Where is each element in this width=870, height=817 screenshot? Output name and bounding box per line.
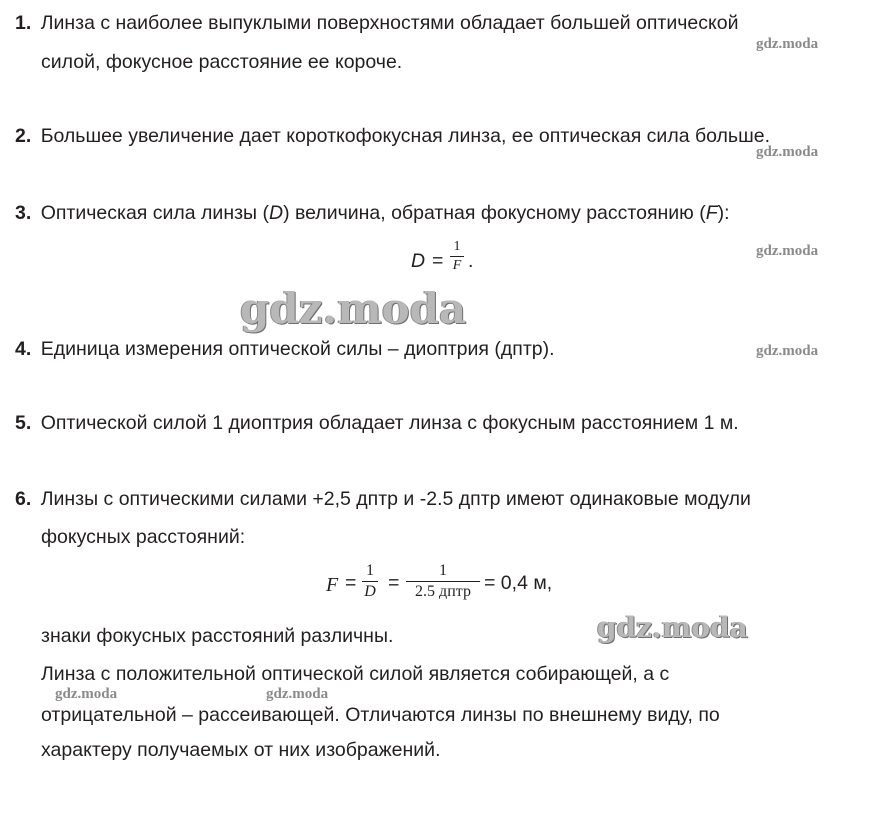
watermark: gdz.moda [756, 343, 819, 359]
fraction-bar [362, 581, 378, 582]
watermark-large: gdz.moda [597, 611, 748, 644]
item-number: 6. [15, 488, 32, 510]
item-3 [15, 204, 730, 224]
item-number: 5. [15, 412, 32, 434]
formula-result: = 0,4 м, [484, 572, 553, 594]
item-6-line-3: знаки фокусных расстояний различны. [41, 625, 394, 647]
watermark: gdz.moda [756, 144, 819, 160]
text-part: ): [717, 202, 730, 224]
denominator: F [452, 258, 462, 273]
text-part: Оптическая сила линзы ( [40, 202, 269, 224]
item-6-line-5: отрицательной – рассеивающей. Отличаются линзы по внешнему виду, по [41, 704, 720, 726]
formula-equals: = [432, 250, 444, 272]
fraction-bar [450, 256, 464, 257]
numerator: 1 [366, 562, 374, 579]
item-2 [15, 127, 770, 147]
formula-fraction [450, 240, 464, 273]
item-6-line-2: фокусных расстояний: [41, 526, 246, 548]
item-text [41, 202, 730, 224]
item-text: Большее увеличение дает короткофокусная линза, ее оптическая сила больше. [40, 125, 770, 147]
formula-fraction-2 [406, 563, 480, 600]
item-4 [15, 340, 555, 360]
item-1-line-2: силой, фокусное расстояние ее короче. [41, 51, 403, 73]
item-6 [15, 490, 751, 510]
item-text: Оптической силой 1 диоптрия обладает линза с фокусным расстоянием 1 м. [40, 412, 739, 434]
formula-equals-2: = [388, 572, 400, 594]
watermark: gdz.moda [266, 686, 329, 702]
denominator: D [364, 583, 376, 600]
formula-fraction-1 [362, 563, 378, 600]
watermark-large: gdz.moda [240, 284, 467, 333]
item-number: 3. [15, 202, 32, 224]
item-text: Единица измерения оптической силы – диоптрия (дптр). [40, 338, 555, 360]
item-number: 2. [15, 125, 32, 147]
formula-lhs: F [326, 574, 339, 596]
denominator: 2.5 дптр [415, 583, 471, 600]
watermark: gdz.moda [756, 36, 819, 52]
fraction-bar [406, 581, 480, 582]
formula-lhs: D [411, 250, 426, 272]
symbol-d: D [268, 202, 284, 224]
item-1 [15, 14, 739, 34]
watermark: gdz.moda [55, 686, 118, 702]
formula-equals-1: = [345, 572, 357, 594]
text-part: ) величина, обратная фокусному расстоянию ( [283, 202, 706, 224]
watermark: gdz.moda [756, 243, 819, 259]
item-6-line-4: Линза с положительной оптической силой является собирающей, а с [41, 663, 670, 685]
numerator: 1 [439, 562, 447, 579]
formula-period: . [468, 250, 474, 272]
numerator: 1 [453, 239, 461, 254]
item-number: 1. [15, 12, 32, 34]
item-5 [15, 414, 739, 434]
symbol-f: F [705, 202, 718, 224]
item-6-line-6: характеру получаемых от них изображений. [41, 739, 441, 761]
item-number: 4. [15, 338, 32, 360]
item-text: Линзы с оптическими силами +2,5 дптр и -2.5 дптр имеют одинаковые модули [40, 488, 751, 510]
item-text: Линза с наиболее выпуклыми поверхностями обладает большей оптической [40, 12, 739, 34]
